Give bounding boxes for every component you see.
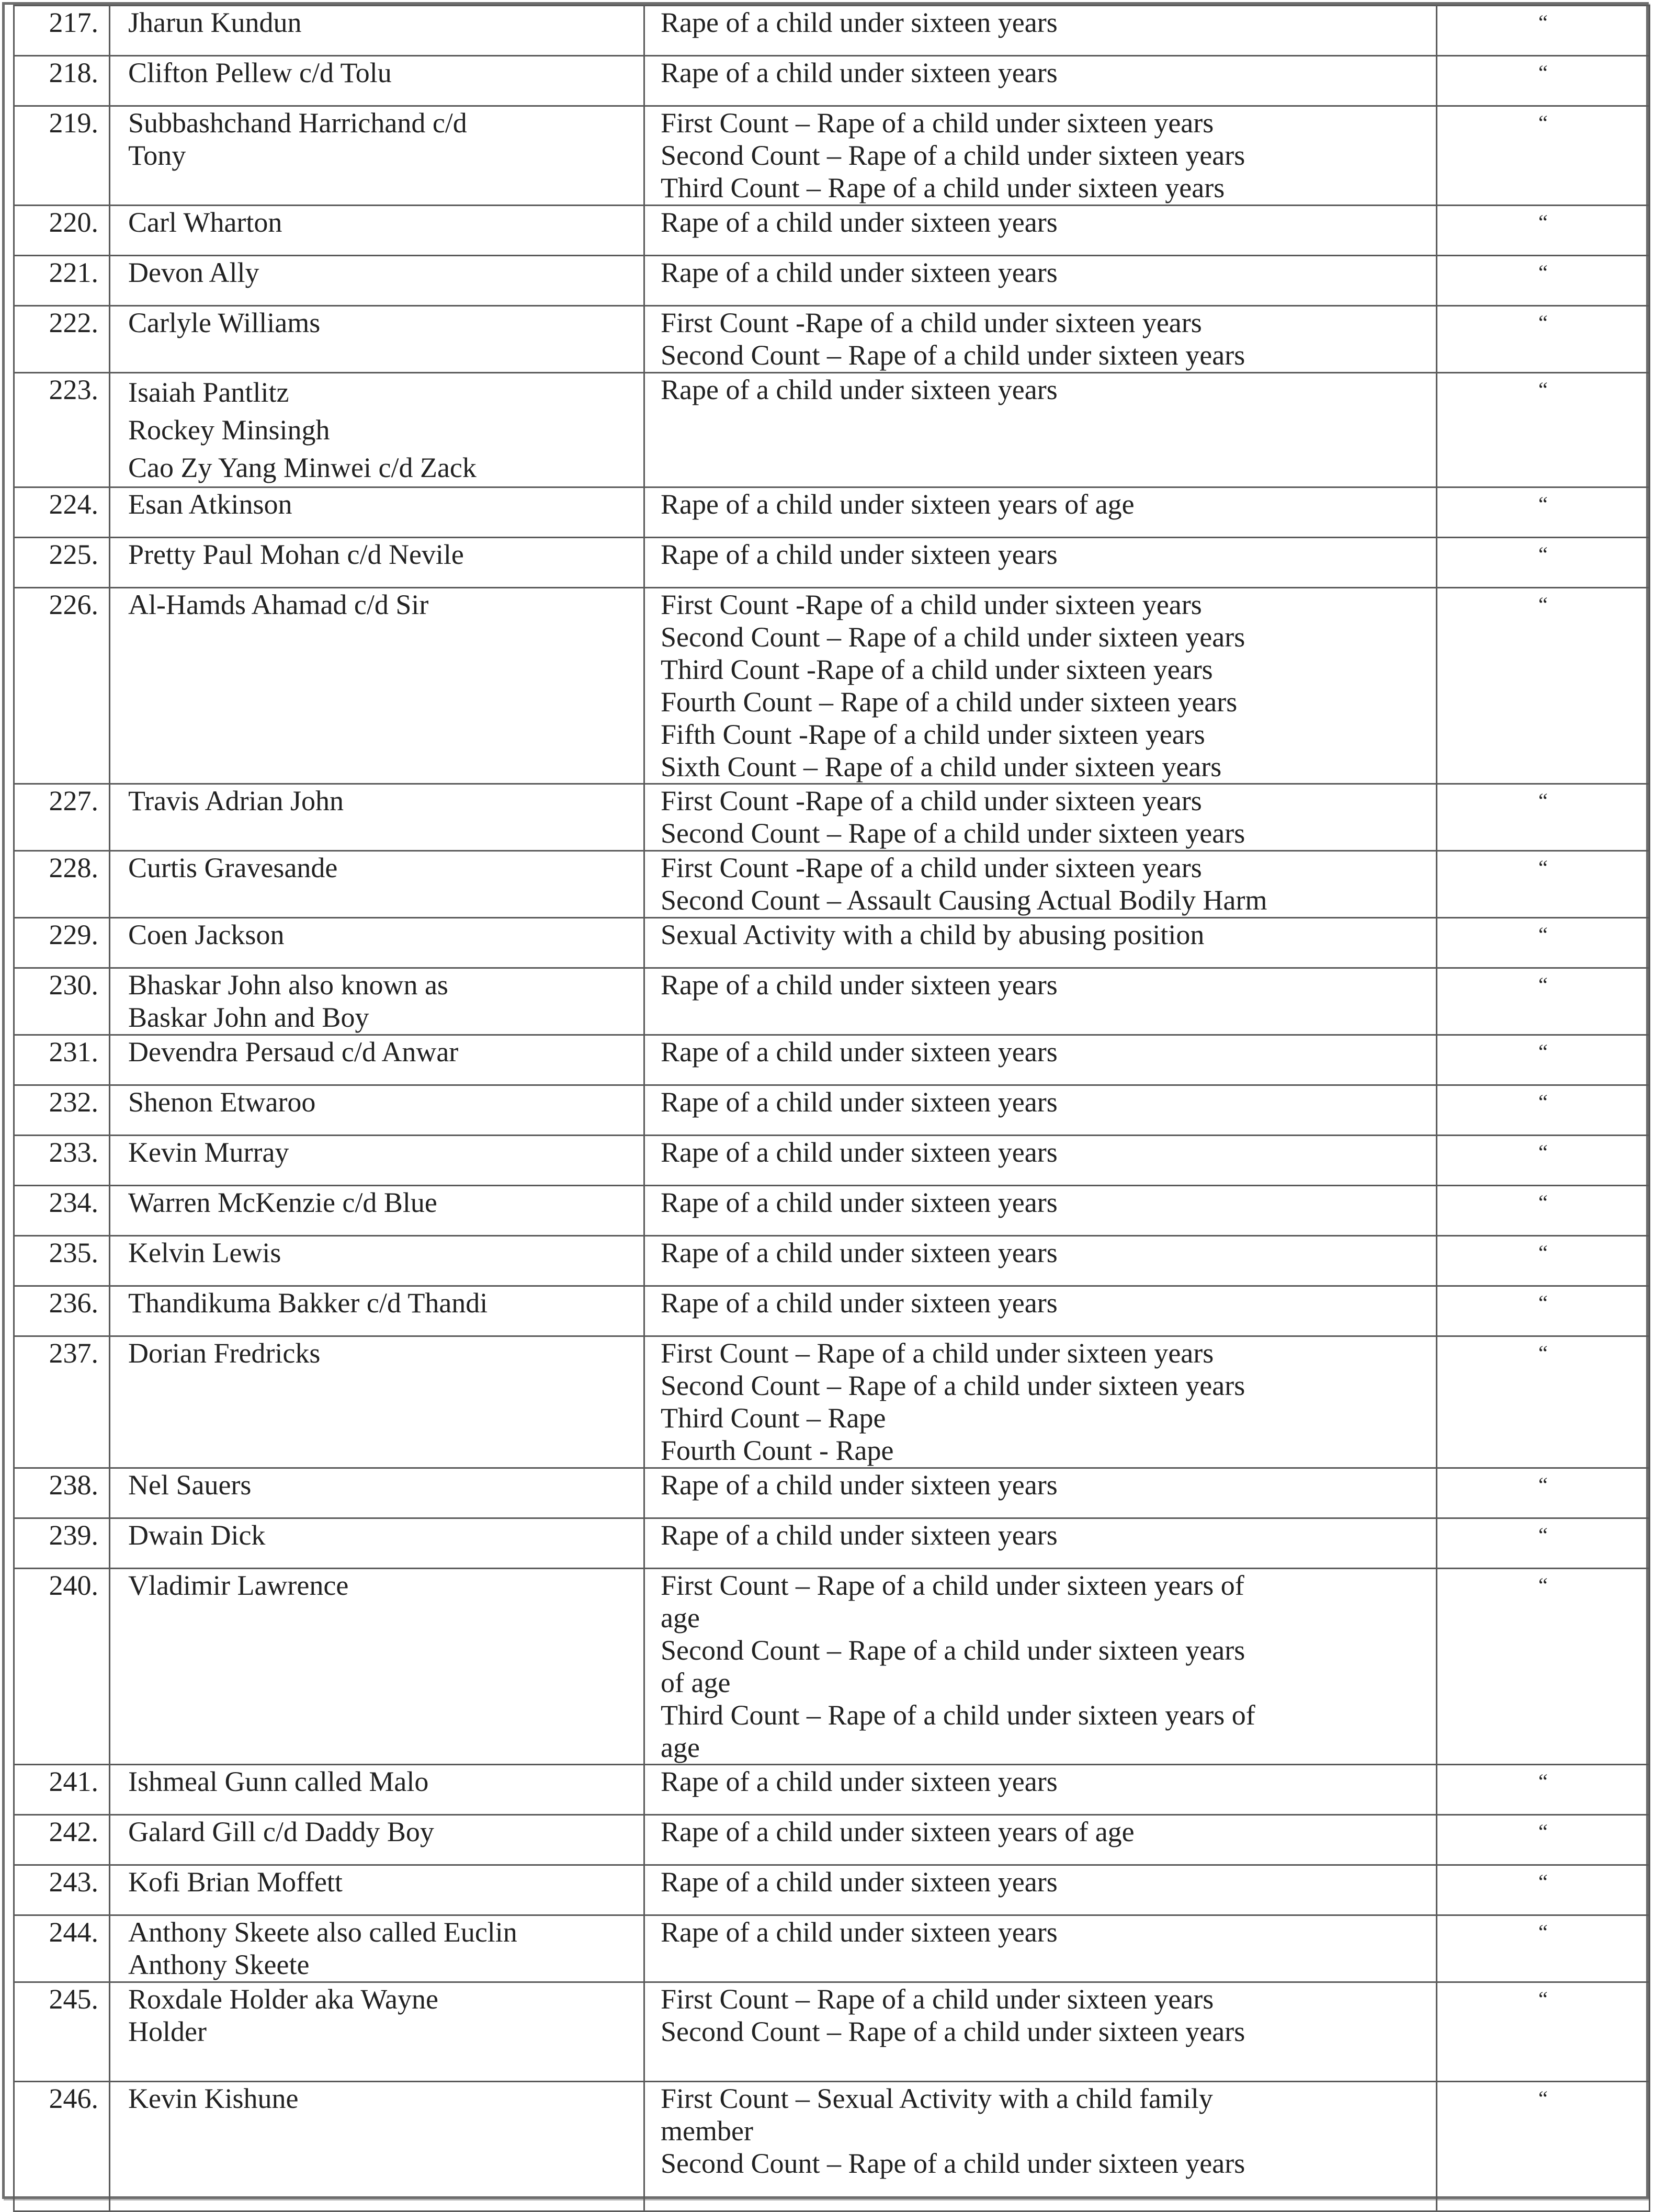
charge-cell [644, 6, 1437, 56]
ditto-mark: “ [1437, 1286, 1650, 1336]
accused-name [110, 1468, 644, 1518]
table-row [14, 1915, 1650, 1982]
name-line: Kevin Kishune [128, 2083, 299, 2114]
charge-cell [644, 1468, 1437, 1518]
ditto-mark: “ [1437, 373, 1650, 487]
charge-line: age [661, 1602, 700, 1634]
charge-cell [644, 487, 1437, 538]
accused-name [110, 918, 644, 968]
table-row [14, 1035, 1650, 1085]
row-number: 237. [14, 1336, 110, 1468]
table-row [14, 1815, 1650, 1865]
table-row [14, 6, 1650, 56]
charge-line: Rape of a child under sixteen years [661, 969, 1058, 1001]
ditto-mark: “ [1437, 1865, 1650, 1915]
ditto-mark: “ [1437, 1236, 1650, 1286]
charge-line: First Count -Rape of a child under sixteen years [661, 589, 1202, 620]
ditto-mark: “ [1437, 306, 1650, 373]
charge-line: Second Count – Rape of a child under sixteen years [661, 1370, 1245, 1401]
name-line: Carl Wharton [128, 207, 282, 238]
name-line: Galard Gill c/d Daddy Boy [128, 1816, 434, 1847]
row-number: 233. [14, 1136, 110, 1186]
row-number: 227. [14, 784, 110, 851]
charge-cell [644, 1865, 1437, 1915]
charge-line: Rape of a child under sixteen years [661, 207, 1058, 238]
accused-name [110, 968, 644, 1035]
charge-line: Rape of a child under sixteen years [661, 1866, 1058, 1898]
charge-line: Second Count – Rape of a child under sixteen years [661, 621, 1245, 653]
ditto-mark: “ [1437, 1518, 1650, 1569]
name-line: Devon Ally [128, 257, 259, 288]
ditto-mark: “ [1437, 106, 1650, 206]
name-line: Baskar John and Boy [128, 1002, 369, 1033]
accused-name [110, 1035, 644, 1085]
charge-line: Rape of a child under sixteen years [661, 257, 1058, 288]
charge-cell [644, 1286, 1437, 1336]
table-row [14, 1982, 1650, 2082]
name-line: Warren McKenzie c/d Blue [128, 1187, 437, 1218]
charge-cell [644, 106, 1437, 206]
accused-name [110, 487, 644, 538]
accused-name [110, 851, 644, 918]
charge-cell [644, 1569, 1437, 1765]
ditto-mark: “ [1437, 56, 1650, 106]
row-number: 243. [14, 1865, 110, 1915]
charge-cell [644, 538, 1437, 588]
row-number: 224. [14, 487, 110, 538]
charge-line: Fourth Count - Rape [661, 1435, 894, 1466]
charge-line: Rape of a child under sixteen years [661, 1237, 1058, 1268]
charge-line: Rape of a child under sixteen years [661, 1519, 1058, 1551]
charge-cell [644, 206, 1437, 256]
name-line: Al-Hamds Ahamad c/d Sir [128, 589, 429, 620]
name-line: Shenon Etwaroo [128, 1086, 316, 1118]
accused-name [110, 1982, 644, 2082]
charge-cell [644, 784, 1437, 851]
row-number: 229. [14, 918, 110, 968]
row-number: 246. [14, 2082, 110, 2211]
ditto-mark: “ [1437, 1765, 1650, 1815]
charge-line: Rape of a child under sixteen years [661, 374, 1058, 405]
ditto-mark: “ [1437, 1136, 1650, 1186]
charge-cell [644, 1136, 1437, 1186]
charge-cell [644, 1915, 1437, 1982]
charge-line: Fourth Count – Rape of a child under sixteen years [661, 686, 1238, 718]
charge-cell [644, 588, 1437, 784]
ditto-mark: “ [1437, 256, 1650, 306]
charge-cell [644, 1336, 1437, 1468]
ditto-mark: “ [1437, 206, 1650, 256]
row-number: 220. [14, 206, 110, 256]
name-line: Clifton Pellew c/d Tolu [128, 57, 392, 88]
charge-line: Rape of a child under sixteen years [661, 539, 1058, 570]
charge-cell [644, 1186, 1437, 1236]
accused-name [110, 1518, 644, 1569]
row-number: 218. [14, 56, 110, 106]
accused-name [110, 373, 644, 487]
charge-cell [644, 1236, 1437, 1286]
accused-name [110, 1085, 644, 1136]
table-row [14, 373, 1650, 487]
accused-name [110, 1186, 644, 1236]
ditto-mark: “ [1437, 2082, 1650, 2211]
table-row [14, 918, 1650, 968]
name-line: Anthony Skeete [128, 1949, 310, 1980]
ditto-mark: “ [1437, 1085, 1650, 1136]
row-number: 239. [14, 1518, 110, 1569]
table-row [14, 588, 1650, 784]
ditto-mark: “ [1437, 1035, 1650, 1085]
charge-cell [644, 373, 1437, 487]
charge-line: Second Count – Rape of a child under sixteen years [661, 2148, 1245, 2179]
row-number: 238. [14, 1468, 110, 1518]
row-number: 219. [14, 106, 110, 206]
table-row [14, 1136, 1650, 1186]
charge-cell [644, 1982, 1437, 2082]
accused-name [110, 56, 644, 106]
ditto-mark: “ [1437, 784, 1650, 851]
accused-name [110, 306, 644, 373]
row-number: 217. [14, 6, 110, 56]
name-line: Carlyle Williams [128, 307, 321, 338]
charge-line: Sixth Count – Rape of a child under sixteen years [661, 751, 1222, 782]
charge-line: First Count – Sexual Activity with a child family [661, 2083, 1213, 2114]
row-number: 230. [14, 968, 110, 1035]
accused-name [110, 1286, 644, 1336]
table-row [14, 851, 1650, 918]
document-frame [2, 2, 1649, 2199]
row-number: 226. [14, 588, 110, 784]
row-number: 222. [14, 306, 110, 373]
charge-cell [644, 56, 1437, 106]
charge-cell [644, 2082, 1437, 2211]
charge-cell [644, 918, 1437, 968]
accused-name [110, 1915, 644, 1982]
charge-line: Third Count -Rape of a child under sixteen years [661, 654, 1213, 685]
table-row [14, 1518, 1650, 1569]
charge-line: First Count – Rape of a child under sixteen years [661, 1983, 1214, 2015]
charge-line: member [661, 2115, 753, 2147]
name-line: Holder [128, 2016, 207, 2047]
ditto-mark: “ [1437, 588, 1650, 784]
row-number: 221. [14, 256, 110, 306]
row-number: 225. [14, 538, 110, 588]
charge-line: Second Count – Assault Causing Actual Bodily Harm [661, 884, 1267, 916]
ditto-mark: “ [1437, 1915, 1650, 1982]
accused-name [110, 256, 644, 306]
row-number: 240. [14, 1569, 110, 1765]
table-row [14, 1865, 1650, 1915]
ditto-mark: “ [1437, 1982, 1650, 2082]
name-line: Rockey Minsingh [128, 414, 330, 446]
charge-line: Sexual Activity with a child by abusing position [661, 919, 1205, 950]
table-row [14, 538, 1650, 588]
charge-line: Rape of a child under sixteen years [661, 1036, 1058, 1068]
name-line: Curtis Gravesande [128, 852, 338, 883]
table-row [14, 106, 1650, 206]
charge-line: Second Count – Rape of a child under sixteen years [661, 818, 1245, 849]
charge-line: Second Count – Rape of a child under sixteen years [661, 2016, 1245, 2047]
charge-cell [644, 256, 1437, 306]
ditto-mark: “ [1437, 1468, 1650, 1518]
charge-line: Rape of a child under sixteen years [661, 1916, 1058, 1948]
name-line: Anthony Skeete also called Euclin [128, 1916, 517, 1948]
name-line: Coen Jackson [128, 919, 285, 950]
accused-name [110, 106, 644, 206]
accused-name [110, 1336, 644, 1468]
ditto-mark: “ [1437, 1569, 1650, 1765]
name-line: Esan Atkinson [128, 489, 292, 520]
name-line: Subbashchand Harrichand c/d [128, 107, 467, 139]
charge-line: Rape of a child under sixteen years [661, 7, 1058, 38]
name-line: Travis Adrian John [128, 785, 344, 816]
charge-line: Rape of a child under sixteen years [661, 1086, 1058, 1118]
row-number: 234. [14, 1186, 110, 1236]
table-row [14, 487, 1650, 538]
charge-cell [644, 1815, 1437, 1865]
charge-line: age [661, 1732, 700, 1763]
table-row [14, 56, 1650, 106]
charge-cell [644, 1765, 1437, 1815]
ditto-mark: “ [1437, 918, 1650, 968]
charge-line: Second Count – Rape of a child under sixteen years [661, 1635, 1245, 1666]
row-number: 231. [14, 1035, 110, 1085]
charge-cell [644, 1035, 1437, 1085]
charge-line: Third Count – Rape of a child under sixteen years [661, 172, 1225, 203]
accused-name [110, 6, 644, 56]
table-row [14, 1236, 1650, 1286]
ditto-mark: “ [1437, 1336, 1650, 1468]
name-line: Dorian Fredricks [128, 1337, 321, 1369]
charge-line: Rape of a child under sixteen years [661, 1187, 1058, 1218]
charge-cell [644, 306, 1437, 373]
ditto-mark: “ [1437, 487, 1650, 538]
name-line: Vladimir Lawrence [128, 1570, 349, 1601]
ditto-mark: “ [1437, 1186, 1650, 1236]
row-number: 245. [14, 1982, 110, 2082]
table-row [14, 1569, 1650, 1765]
table-row [14, 784, 1650, 851]
name-line: Thandikuma Bakker c/d Thandi [128, 1287, 488, 1319]
table-row [14, 1286, 1650, 1336]
charge-cell [644, 1085, 1437, 1136]
table-row [14, 206, 1650, 256]
name-line: Ishmeal Gunn called Malo [128, 1766, 429, 1797]
accused-name [110, 1865, 644, 1915]
charge-line: Third Count – Rape [661, 1402, 886, 1434]
ditto-mark: “ [1437, 1815, 1650, 1865]
charge-line: Fifth Count -Rape of a child under sixteen years [661, 719, 1205, 750]
charge-line: Rape of a child under sixteen years [661, 1137, 1058, 1168]
row-number: 236. [14, 1286, 110, 1336]
charge-line: Third Count – Rape of a child under sixteen years of [661, 1699, 1255, 1731]
name-line: Pretty Paul Mohan c/d Nevile [128, 539, 464, 570]
name-line: Kofi Brian Moffett [128, 1866, 343, 1898]
accused-name [110, 1765, 644, 1815]
charge-cell [644, 968, 1437, 1035]
name-line: Tony [128, 140, 186, 171]
row-number: 242. [14, 1815, 110, 1865]
charge-line: First Count -Rape of a child under sixteen years [661, 852, 1202, 883]
accused-name [110, 588, 644, 784]
charge-line: First Count – Rape of a child under sixteen years of [661, 1570, 1244, 1601]
table-row [14, 1765, 1650, 1815]
charge-line: First Count – Rape of a child under sixteen years [661, 1337, 1214, 1369]
charge-line: Rape of a child under sixteen years [661, 1287, 1058, 1319]
name-line: Bhaskar John also known as [128, 969, 448, 1001]
charge-line: First Count – Rape of a child under sixteen years [661, 107, 1214, 139]
accused-name [110, 2082, 644, 2211]
accused-name [110, 1136, 644, 1186]
table-row [14, 1336, 1650, 1468]
name-line: Dwain Dick [128, 1519, 266, 1551]
charge-line: Second Count – Rape of a child under sixteen years [661, 339, 1245, 371]
table-row [14, 968, 1650, 1035]
charge-line: Rape of a child under sixteen years [661, 1469, 1058, 1501]
accused-name [110, 1236, 644, 1286]
charge-line: Rape of a child under sixteen years [661, 1766, 1058, 1797]
charges-table [13, 5, 1650, 2212]
ditto-mark: “ [1437, 968, 1650, 1035]
charge-cell [644, 851, 1437, 918]
row-number: 244. [14, 1915, 110, 1982]
ditto-mark: “ [1437, 851, 1650, 918]
name-line: Isaiah Pantlitz [128, 377, 289, 408]
table-row [14, 1468, 1650, 1518]
table-body [14, 6, 1650, 2211]
name-line: Kevin Murray [128, 1137, 289, 1168]
charge-line: First Count -Rape of a child under sixteen years [661, 785, 1202, 816]
name-line: Jharun Kundun [128, 7, 302, 38]
table-row [14, 256, 1650, 306]
accused-name [110, 538, 644, 588]
name-line: Cao Zy Yang Minwei c/d Zack [128, 452, 477, 483]
charge-cell [644, 1518, 1437, 1569]
row-number: 232. [14, 1085, 110, 1136]
charge-line: Second Count – Rape of a child under sixteen years [661, 140, 1245, 171]
charge-line: Rape of a child under sixteen years [661, 57, 1058, 88]
table-row [14, 2082, 1650, 2211]
ditto-mark: “ [1437, 6, 1650, 56]
accused-name [110, 1569, 644, 1765]
charge-line: of age [661, 1667, 731, 1698]
name-line: Nel Sauers [128, 1469, 252, 1501]
table-row [14, 1085, 1650, 1136]
name-line: Roxdale Holder aka Wayne [128, 1983, 438, 2015]
row-number: 223. [14, 373, 110, 487]
row-number: 235. [14, 1236, 110, 1286]
accused-name [110, 206, 644, 256]
ditto-mark: “ [1437, 538, 1650, 588]
table-row [14, 306, 1650, 373]
charge-line: Rape of a child under sixteen years of age [661, 1816, 1135, 1847]
charge-line: Rape of a child under sixteen years of age [661, 489, 1135, 520]
name-line: Devendra Persaud c/d Anwar [128, 1036, 459, 1068]
table-row [14, 1186, 1650, 1236]
row-number: 241. [14, 1765, 110, 1815]
accused-name [110, 1815, 644, 1865]
name-line: Kelvin Lewis [128, 1237, 281, 1268]
accused-name [110, 784, 644, 851]
row-number: 228. [14, 851, 110, 918]
charge-line: First Count -Rape of a child under sixteen years [661, 307, 1202, 338]
